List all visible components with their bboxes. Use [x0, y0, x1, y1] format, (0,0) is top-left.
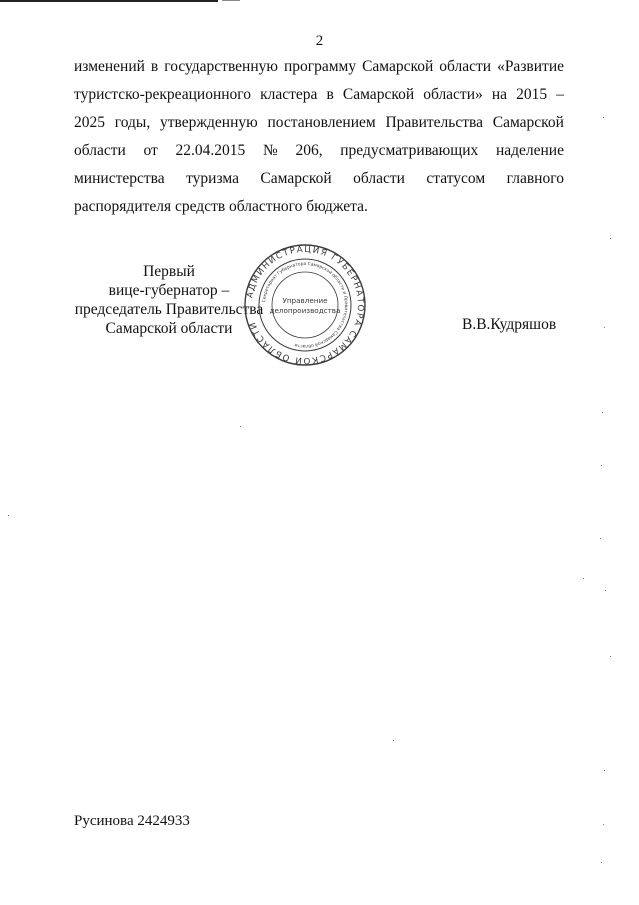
text-line: министерства туризма Самарской области статусом главного — [74, 170, 564, 187]
scan-speck — [601, 465, 602, 466]
text-line: 2025 годы, утвержденную постановлением Правительства Самарской — [74, 114, 564, 131]
text-line: распорядителя средств областного бюджета. — [74, 198, 368, 215]
executor-contact: Русинова 2424933 — [74, 813, 190, 829]
scan-speck — [601, 862, 602, 863]
signatory-title-line: Первый — [143, 263, 195, 280]
signatory-title-line: председатель Правительства — [74, 301, 264, 318]
text-line: туристско-рекреационного кластера в Самарской области» на 2015 – — [74, 86, 564, 103]
stamp-center-line2: делопроизводства — [269, 306, 341, 315]
scan-speck — [600, 538, 601, 539]
top-rule-tail — [222, 0, 240, 1]
scan-speck — [603, 117, 604, 118]
text-line: изменений в государственную программу Самарской области «Развитие — [74, 58, 564, 75]
signatory-title-line: Самарской области — [105, 320, 233, 337]
page-number: 2 — [315, 33, 324, 49]
scan-speck — [604, 770, 605, 771]
scan-speck — [602, 412, 603, 413]
official-stamp — [243, 243, 367, 367]
body-paragraph — [74, 53, 564, 221]
stamp-center-line1: Управление — [282, 296, 328, 305]
scan-speck — [603, 824, 604, 825]
scan-speck — [8, 515, 9, 516]
scan-speck — [610, 238, 611, 239]
scan-speck — [604, 327, 605, 328]
top-rule — [0, 0, 218, 2]
scan-speck — [605, 590, 606, 591]
scan-speck — [610, 656, 611, 657]
stamp-outer-text: АДМИНИСТРАЦИЯ ГУБЕРНАТОРА САМАРСКОЙ ОБЛАСТИ — [245, 244, 366, 366]
scan-speck — [583, 578, 584, 579]
scan-speck — [393, 740, 394, 741]
signatory-name: В.В.Кудряшов — [462, 316, 557, 333]
scan-speck — [240, 426, 241, 427]
text-line: области от 22.04.2015 № 206, предусматривающих наделение — [74, 142, 564, 159]
signatory-title-line: вице-губернатор – — [108, 282, 230, 299]
stamp-inner-text: Секретариат Губернатора Самарской области и Правительства Самарской области — [262, 261, 349, 349]
